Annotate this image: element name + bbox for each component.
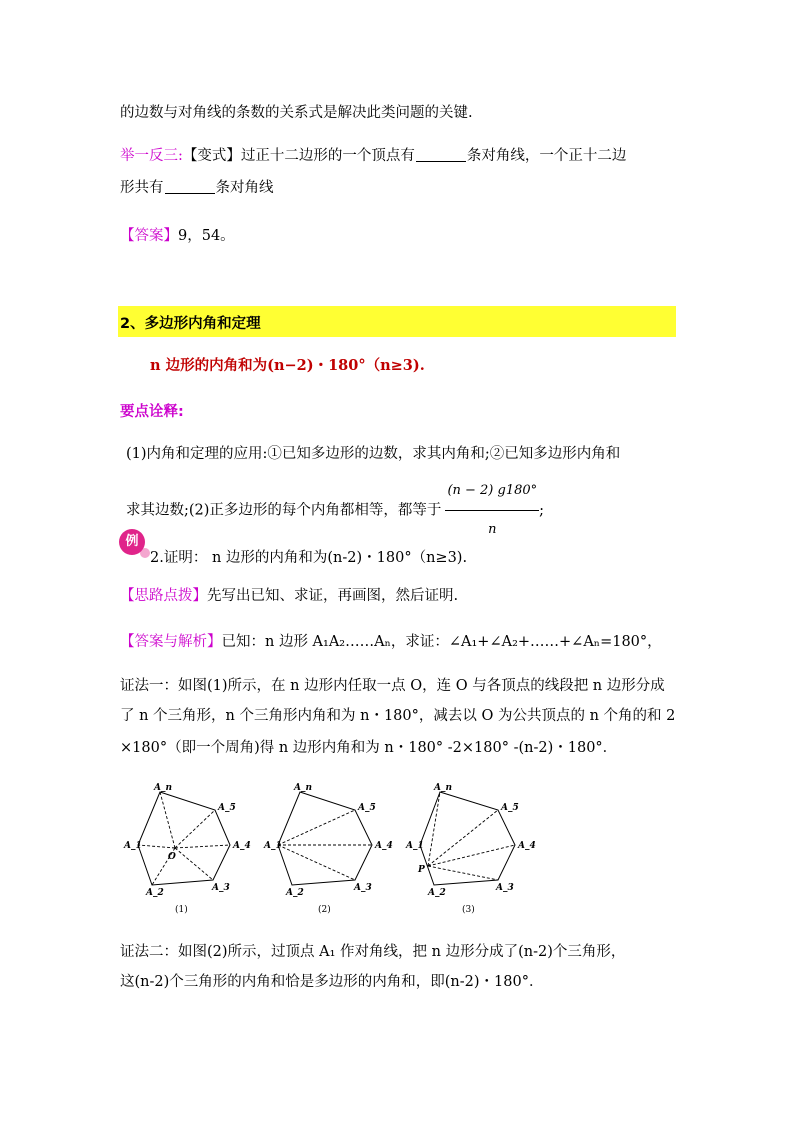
fig3-label-a3: A_3 <box>496 883 514 893</box>
fig2-label-a3: A_3 <box>354 883 372 893</box>
theorem-statement: n 边形的内角和为(n−2)・180°（n≥3). <box>150 357 425 374</box>
answer-analysis-text: 已知：n 边形 A₁A₂……Aₙ，求证：∠A₁+∠A₂+……+∠Aₙ=180°， <box>221 634 662 650</box>
key-points-line-2 <box>126 472 544 549</box>
exercise-label: 举一反三: <box>120 148 183 164</box>
proof1-line-3: ×180°（即一个周角)得 n 边形内角和为 n・180° -2×180° -(n-2)・180°． <box>120 740 618 756</box>
interior-angle-fraction <box>445 472 539 549</box>
answer-blank-1 <box>416 147 466 162</box>
figure-2-diagonals <box>278 810 372 880</box>
fraction-numerator: (n − 2) g180° <box>445 472 539 511</box>
exercise-text-d: 条对角线 <box>215 180 274 196</box>
exercise-text-c: 形共有 <box>120 180 164 196</box>
exercise-text-b: 条对角线，一个正十二边 <box>466 148 627 164</box>
intro-line: 的边数与对角线的条数的关系式是解决此类问题的关键. <box>120 105 473 121</box>
exercise-tag: 【变式】 <box>182 148 241 164</box>
fig3-label-a4: A_4 <box>518 841 536 851</box>
hint-line <box>120 586 458 606</box>
proof2-line-2: 这(n-2)个三角形的内角和恰是多边形的内角和，即(n-2)・180°． <box>120 974 544 990</box>
fig2-label-a5: A_5 <box>358 803 376 813</box>
fig3-caption: (3) <box>462 905 475 915</box>
figure-3 <box>405 783 536 915</box>
answer-analysis-line <box>120 632 662 652</box>
example-badge: 例 <box>119 529 145 555</box>
proof1-line-2: 了 n 个三角形，n 个三角形内角和为 n・180°，减去以 O 为公共顶点的 n 个角的和 2 <box>120 708 676 724</box>
polygon-figures <box>120 780 540 920</box>
fig1-caption: (1) <box>175 905 188 915</box>
section-heading-band <box>118 306 676 337</box>
proof2-line-1: 证法二：如图(2)所示，过顶点 A₁ 作对角线，把 n 边形分成了(n-2)个三角形， <box>120 944 626 960</box>
fig1-label-a4: A_4 <box>233 841 251 851</box>
fig1-label-o: O <box>168 852 176 862</box>
answer-label: 【答案】 <box>120 228 178 244</box>
fig3-label-a2: A_2 <box>428 888 446 898</box>
fig1-label-a1: A_1 <box>124 841 142 851</box>
hint-label: 【思路点拨】 <box>120 588 207 604</box>
exercise-text-a: 过正十二边形的一个顶点有 <box>240 148 415 164</box>
answer-blank-2 <box>165 179 215 194</box>
fig3-label-a1: A_1 <box>406 841 424 851</box>
fig2-label-an: A_n <box>294 783 313 793</box>
key-points-line-1: (1)内角和定理的应用:①已知多边形的边数，求其内角和;②已知多边形内角和 <box>126 446 621 462</box>
fig3-label-an: A_n <box>434 783 453 793</box>
fig2-label-a4: A_4 <box>375 841 393 851</box>
fraction-denominator: n <box>488 522 497 537</box>
hint-text: 先写出已知、求证，再画图，然后证明. <box>207 588 459 604</box>
fig1-label-an: A_n <box>154 783 173 793</box>
section-heading: 2、多边形内角和定理 <box>120 316 261 332</box>
fig1-label-a2: A_2 <box>146 888 164 898</box>
fig1-label-a3: A_3 <box>212 883 230 893</box>
key-points-text: 求其边数;(2)正多边形的每个内角都相等，都等于 <box>126 502 442 519</box>
figure-1 <box>123 783 251 915</box>
fig3-label-p: P <box>418 865 425 875</box>
answer-value: 9，54。 <box>178 228 235 244</box>
key-points-label: 要点诠释: <box>120 404 184 420</box>
fig2-caption: (2) <box>318 905 331 915</box>
exercise-line-1 <box>120 146 626 166</box>
fig3-label-a5: A_5 <box>501 803 519 813</box>
figure-1-hexagon <box>138 792 230 885</box>
fig1-label-a5: A_5 <box>218 803 236 813</box>
key-points-end: ; <box>539 502 545 519</box>
answer-analysis-label: 【答案与解析】 <box>120 634 222 650</box>
figure-1-segments <box>138 792 230 885</box>
fig2-label-a2: A_2 <box>286 888 304 898</box>
example-text: 2.证明： n 边形的内角和为(n-2)・180°（n≥3). <box>150 550 468 566</box>
answer-line-1 <box>120 226 235 246</box>
figure-2 <box>263 783 393 915</box>
proof1-line-1: 证法一：如图(1)所示，在 n 边形内任取一点 O，连 O 与各顶点的线段把 n 边形分成 <box>120 678 665 694</box>
fig2-label-a1: A_1 <box>264 841 282 851</box>
exercise-line-2 <box>120 178 274 198</box>
